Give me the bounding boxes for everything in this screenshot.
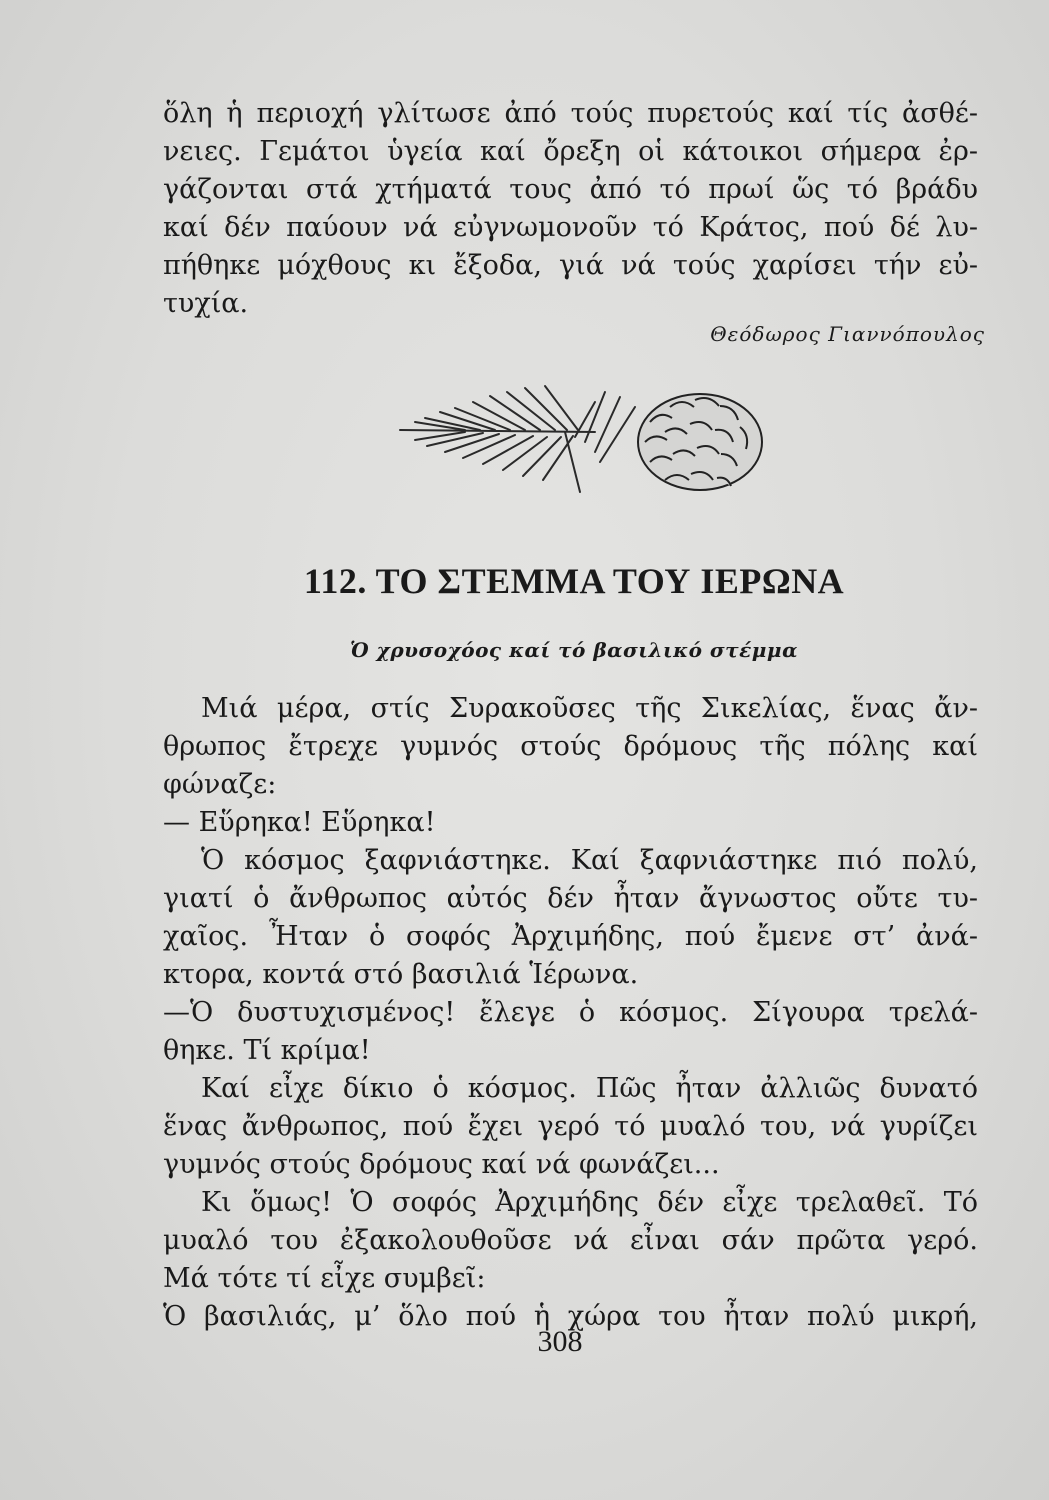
text-line: Μιά μέρα, στίς Συρακοῦσες τῆς Σικελίας, ἕνας ἄν- <box>201 693 978 724</box>
text-line: θρωπος ἔτρεχε γυμνός στούς δρόμους τῆς πόλης καί <box>163 731 978 762</box>
text-line: γυμνός στούς δρόμους καί νά φωνάζει... <box>163 1149 720 1180</box>
text-line: ὅλη ἡ περιοχή γλίτωσε ἀπό τούς πυρετούς καί τίς ἀσθέ- <box>163 98 978 129</box>
text-line: γιατί ὁ ἄνθρωπος αὐτός δέν ἦταν ἄγνωστος οὔτε τυ- <box>163 883 978 914</box>
text-line: — Εὕρηκα! Εὕρηκα! <box>163 807 436 838</box>
pine-branch-and-cone-icon <box>395 382 765 502</box>
page-number: 308 <box>537 1325 583 1358</box>
text-line: καί δέν παύουν νά εὐγνωμονοῦν τό Κράτος, πού δέ λυ- <box>163 212 978 243</box>
text-line: ἕνας ἄνθρωπος, πού ἔχει γερό τό μυαλό του, νά γυρίζει <box>163 1111 978 1142</box>
top-paragraph <box>163 95 978 323</box>
story-text <box>163 690 978 1336</box>
text-line: —Ὁ δυστυχισμένος! ἔλεγε ὁ κόσμος. Σίγουρα τρελά- <box>163 997 978 1028</box>
text-line: χαῖος. Ἦταν ὁ σοφός Ἀρχιμήδης, πού ἔμενε στ’ ἀνά- <box>163 921 978 952</box>
text-line: Καί εἶχε δίκιο ὁ κόσμος. Πῶς ἦταν ἀλλιῶς δυνατό <box>201 1073 978 1104</box>
chapter-title: 112. ΤΟ ΣΤΕΜΜΑ ΤΟΥ ΙΕΡΩΝΑ <box>303 561 845 601</box>
author-signature: Θεόδωρος Γιαννόπουλος <box>710 322 985 346</box>
chapter-subtitle: Ὁ χρυσοχόος καί τό βασιλικό στέμμα <box>350 638 798 662</box>
text-line: γάζονται στά χτήματά τους ἀπό τό πρωί ὥς τό βράδυ <box>163 174 978 205</box>
text-line: μυαλό του ἐξακολουθοῦσε νά εἶναι σάν πρῶτα γερό. <box>163 1225 978 1256</box>
text-line: Κι ὅμως! Ὁ σοφός Ἀρχιμήδης δέν εἶχε τρελαθεῖ. Τό <box>201 1187 978 1218</box>
text-line: νειες. Γεμάτοι ὑγεία καί ὄρεξη οἱ κάτοικοι σήμερα ἐρ- <box>163 136 978 167</box>
text-line: πήθηκε μόχθους κι ἔξοδα, γιά νά τούς χαρίσει τήν εὐ- <box>163 250 978 281</box>
text-line: Ὁ βασιλιάς, μ’ ὅλο πού ἡ χώρα του ἦταν πολύ μικρή, <box>163 1301 978 1332</box>
text-line: κτορα, κοντά στό βασιλιά Ἱέρωνα. <box>163 959 639 990</box>
text-line: τυχία. <box>163 288 249 319</box>
text-line: Μά τότε τί εἶχε συμβεῖ: <box>163 1263 486 1294</box>
text-line: Ὁ κόσμος ξαφνιάστηκε. Καί ξαφνιάστηκε πιό πολύ, <box>201 845 978 876</box>
text-line: φώναζε: <box>163 769 277 800</box>
text-line: θηκε. Τί κρίμα! <box>163 1035 371 1066</box>
